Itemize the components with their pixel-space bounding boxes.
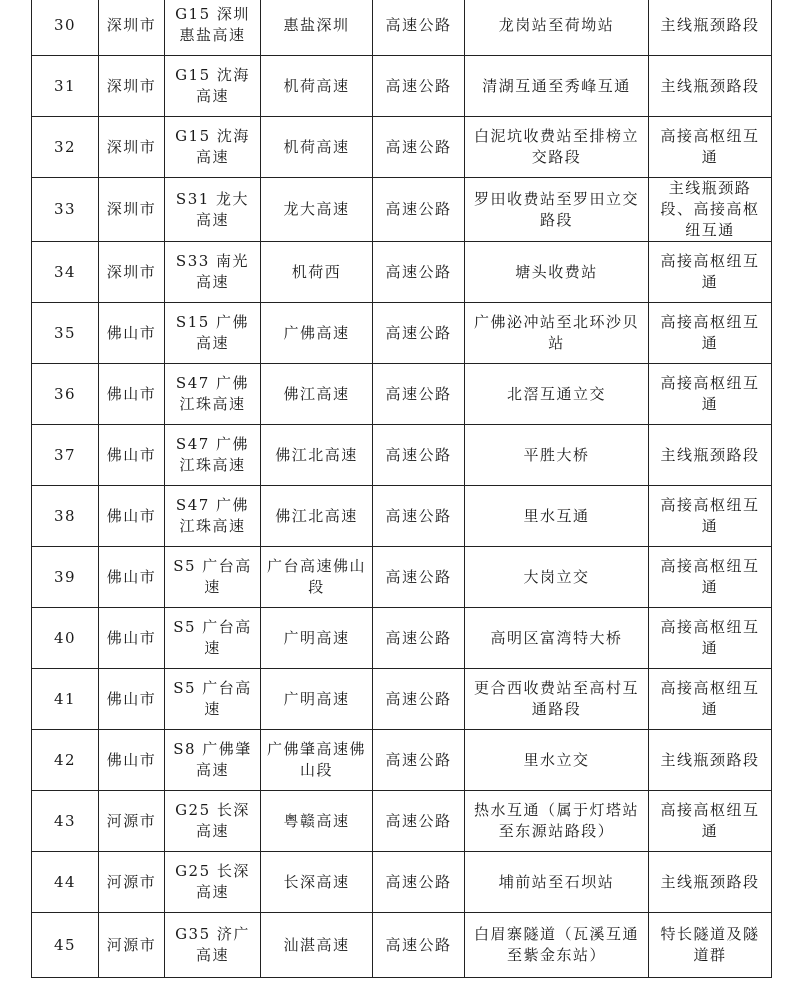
table-row [32,117,772,178]
cell-number: 35 [32,303,99,364]
cell-road-type: 高速公路 [373,791,465,852]
cell-road-name: 佛江高速 [261,364,373,425]
cell-city: 佛山市 [99,669,165,730]
cell-category: 高接高枢纽互通 [649,486,772,547]
cell-route-code: S15 广佛高速 [165,303,261,364]
cell-location: 罗田收费站至罗田立交路段 [465,178,649,242]
cell-number: 42 [32,730,99,791]
cell-city: 佛山市 [99,364,165,425]
cell-road-type: 高速公路 [373,56,465,117]
cell-road-name: 机荷高速 [261,117,373,178]
cell-city: 佛山市 [99,486,165,547]
cell-road-type: 高速公路 [373,242,465,303]
cell-number: 36 [32,364,99,425]
cell-route-code: S47 广佛江珠高速 [165,425,261,486]
cell-road-type: 高速公路 [373,364,465,425]
cell-number: 37 [32,425,99,486]
table-row [32,852,772,913]
cell-category: 高接高枢纽互通 [649,669,772,730]
cell-number: 45 [32,913,99,978]
cell-road-type: 高速公路 [373,913,465,978]
cell-category: 高接高枢纽互通 [649,117,772,178]
cell-road-name: 广明高速 [261,608,373,669]
cell-number: 44 [32,852,99,913]
cell-location: 清湖互通至秀峰互通 [465,56,649,117]
cell-category: 高接高枢纽互通 [649,364,772,425]
cell-route-code: S5 广台高速 [165,608,261,669]
cell-category: 高接高枢纽互通 [649,303,772,364]
cell-location: 高明区富湾特大桥 [465,608,649,669]
cell-road-type: 高速公路 [373,0,465,56]
cell-road-name: 机荷高速 [261,56,373,117]
cell-location: 龙岗站至荷坳站 [465,0,649,56]
cell-category: 主线瓶颈路段 [649,425,772,486]
cell-category: 特长隧道及隧道群 [649,913,772,978]
cell-number: 34 [32,242,99,303]
table-row [32,303,772,364]
cell-location: 大岗立交 [465,547,649,608]
cell-category: 主线瓶颈路段 [649,852,772,913]
cell-route-code: G15 深圳惠盐高速 [165,0,261,56]
table-row [32,0,772,56]
cell-number: 43 [32,791,99,852]
cell-location: 塘头收费站 [465,242,649,303]
cell-road-name: 粤赣高速 [261,791,373,852]
cell-location: 广佛泌冲站至北环沙贝站 [465,303,649,364]
cell-road-name: 广佛肇高速佛山段 [261,730,373,791]
cell-route-code: S5 广台高速 [165,547,261,608]
cell-city: 佛山市 [99,608,165,669]
cell-location: 里水互通 [465,486,649,547]
cell-road-type: 高速公路 [373,178,465,242]
cell-city: 佛山市 [99,730,165,791]
cell-road-type: 高速公路 [373,669,465,730]
table-row [32,56,772,117]
cell-route-code: S47 广佛江珠高速 [165,486,261,547]
cell-location: 热水互通（属于灯塔站至东源站路段） [465,791,649,852]
cell-city: 深圳市 [99,56,165,117]
cell-road-name: 广明高速 [261,669,373,730]
cell-city: 佛山市 [99,547,165,608]
cell-city: 深圳市 [99,242,165,303]
cell-number: 30 [32,0,99,56]
table-row [32,608,772,669]
cell-route-code: S5 广台高速 [165,669,261,730]
table-row [32,791,772,852]
cell-road-name: 机荷西 [261,242,373,303]
cell-route-code: S8 广佛肇高速 [165,730,261,791]
cell-road-type: 高速公路 [373,117,465,178]
cell-road-type: 高速公路 [373,303,465,364]
cell-route-code: S47 广佛江珠高速 [165,364,261,425]
cell-road-name: 广佛高速 [261,303,373,364]
cell-category: 高接高枢纽互通 [649,791,772,852]
cell-category: 高接高枢纽互通 [649,608,772,669]
cell-location: 更合西收费站至高村互通路段 [465,669,649,730]
cell-city: 河源市 [99,913,165,978]
cell-location: 白眉寨隧道（瓦溪互通至紫金东站） [465,913,649,978]
table-row [32,730,772,791]
table-row [32,425,772,486]
cell-road-name: 佛江北高速 [261,486,373,547]
cell-route-code: S31 龙大高速 [165,178,261,242]
table-row [32,913,772,978]
table-row [32,669,772,730]
cell-route-code: G35 济广高速 [165,913,261,978]
cell-city: 深圳市 [99,117,165,178]
cell-number: 39 [32,547,99,608]
cell-city: 佛山市 [99,425,165,486]
table-row [32,486,772,547]
cell-road-type: 高速公路 [373,425,465,486]
bottleneck-table [31,0,772,978]
cell-city: 深圳市 [99,178,165,242]
cell-city: 佛山市 [99,303,165,364]
cell-road-name: 龙大高速 [261,178,373,242]
cell-route-code: G15 沈海高速 [165,117,261,178]
table-row [32,547,772,608]
cell-number: 38 [32,486,99,547]
cell-road-type: 高速公路 [373,608,465,669]
cell-location: 埔前站至石坝站 [465,852,649,913]
cell-city: 河源市 [99,852,165,913]
cell-route-code: G25 长深高速 [165,791,261,852]
cell-category: 主线瓶颈路段 [649,730,772,791]
cell-location: 平胜大桥 [465,425,649,486]
cell-road-type: 高速公路 [373,486,465,547]
cell-road-name: 佛江北高速 [261,425,373,486]
cell-category: 主线瓶颈路段 [649,56,772,117]
cell-road-name: 长深高速 [261,852,373,913]
cell-number: 33 [32,178,99,242]
cell-location: 北滘互通立交 [465,364,649,425]
cell-location: 里水立交 [465,730,649,791]
cell-route-code: G15 沈海高速 [165,56,261,117]
cell-city: 深圳市 [99,0,165,56]
cell-number: 41 [32,669,99,730]
cell-route-code: G25 长深高速 [165,852,261,913]
table-row [32,364,772,425]
cell-road-name: 汕湛高速 [261,913,373,978]
table-row [32,178,772,242]
cell-number: 40 [32,608,99,669]
cell-category: 高接高枢纽互通 [649,547,772,608]
cell-road-name: 广台高速佛山段 [261,547,373,608]
cell-road-type: 高速公路 [373,852,465,913]
table-body [32,0,772,978]
cell-city: 河源市 [99,791,165,852]
cell-route-code: S33 南光高速 [165,242,261,303]
cell-category: 高接高枢纽互通 [649,242,772,303]
cell-number: 31 [32,56,99,117]
cell-number: 32 [32,117,99,178]
cell-road-type: 高速公路 [373,547,465,608]
cell-category: 主线瓶颈路段 [649,0,772,56]
cell-location: 白泥坑收费站至排榜立交路段 [465,117,649,178]
cell-category: 主线瓶颈路段、高接高枢纽互通 [649,178,772,242]
cell-road-type: 高速公路 [373,730,465,791]
cell-road-name: 惠盐深圳 [261,0,373,56]
table-row [32,242,772,303]
